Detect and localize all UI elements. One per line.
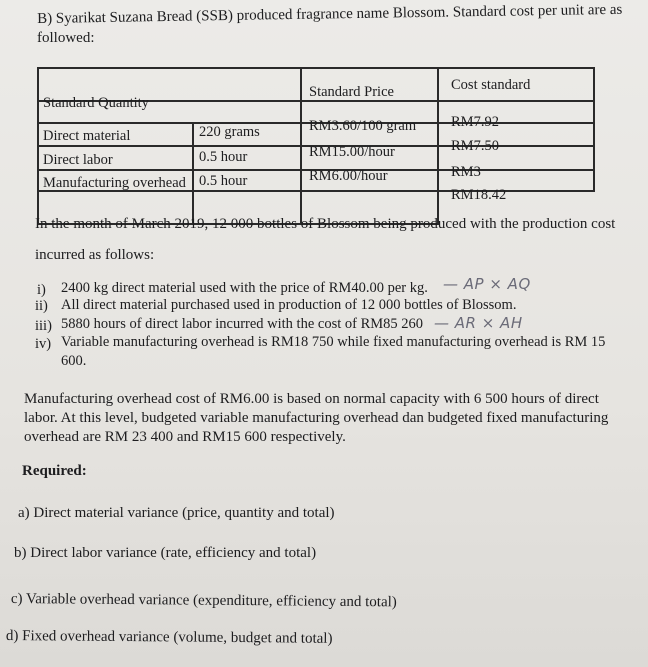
item-text-4: Variable manufacturing overhead is RM18 750 while fixed manufacturing overhead is RM 15 — [61, 334, 606, 350]
item-num-3: iii) — [35, 318, 52, 334]
item-text-2: All direct material purchased used in production of 12 000 bottles of Blossom. — [61, 297, 517, 313]
row-price-direct-material: RM3.60/100 gram — [309, 118, 417, 134]
row-cost-direct-material: RM7.92 — [451, 114, 499, 130]
header-standard-quantity: Standard Quantity — [43, 95, 149, 111]
required-heading: Required: — [22, 463, 87, 479]
row-cost-direct-labor: RM7.50 — [451, 138, 499, 154]
row-qty-direct-material: 220 grams — [199, 124, 260, 140]
overhead-line-2: labor. At this level, budgeted variable manufacturing overhead dan budgeted fixed manufacturing — [24, 410, 609, 426]
row-label-manufacturing-overhead: Manufacturing overhead — [43, 175, 186, 191]
march-line-2: incurred as follows: — [35, 247, 155, 263]
item-text-4-cont: 600. — [61, 353, 87, 369]
annotation-ar-ah: — AR × AH — [434, 314, 523, 332]
annotation-ap-aq: — AP × AQ — [443, 275, 531, 293]
total-standard-cost: RM18.42 — [451, 187, 507, 203]
required-d: d) Fixed overhead variance (volume, budget and total) — [5, 628, 333, 647]
item-num-4: iv) — [35, 336, 52, 352]
item-num-1: i) — [37, 282, 46, 298]
required-c: c) Variable overhead variance (expenditure, efficiency and total) — [10, 591, 397, 611]
standard-cost-table — [37, 65, 595, 225]
overhead-line-3: overhead are RM 23 400 and RM15 600 respectively. — [24, 429, 346, 445]
row-cost-manufacturing-overhead: RM3 — [451, 164, 481, 180]
row-label-direct-labor: Direct labor — [43, 152, 113, 168]
required-a: a) Direct material variance (price, quantity and total) — [18, 505, 335, 521]
row-label-direct-material: Direct material — [43, 128, 131, 144]
row-price-manufacturing-overhead: RM6.00/hour — [309, 168, 388, 184]
row-price-direct-labor: RM15.00/hour — [309, 144, 395, 160]
item-num-2: ii) — [35, 298, 48, 314]
march-line-1: In the month of March 2019, 12 000 bottles of Blossom being produced with the production cost — [35, 216, 616, 232]
required-b: b) Direct labor variance (rate, efficiency and total) — [14, 545, 317, 561]
header-cost-standard: Cost standard — [451, 77, 531, 93]
overhead-line-1: Manufacturing overhead cost of RM6.00 is based on normal capacity with 6 500 hours of direct — [24, 391, 599, 407]
row-qty-manufacturing-overhead: 0.5 hour — [199, 173, 248, 189]
header-standard-price: Standard Price — [309, 84, 394, 100]
item-text-1: 2400 kg direct material used with the price of RM40.00 per kg. — [61, 280, 428, 296]
row-qty-direct-labor: 0.5 hour — [199, 149, 248, 165]
intro-line-2: followed: — [37, 30, 95, 46]
intro-line-1: B) Syarikat Suzana Bread (SSB) produced fragrance name Blossom. Standard cost per unit are as — [37, 1, 623, 27]
item-text-3: 5880 hours of direct labor incurred with the cost of RM85 260 — [61, 316, 424, 332]
